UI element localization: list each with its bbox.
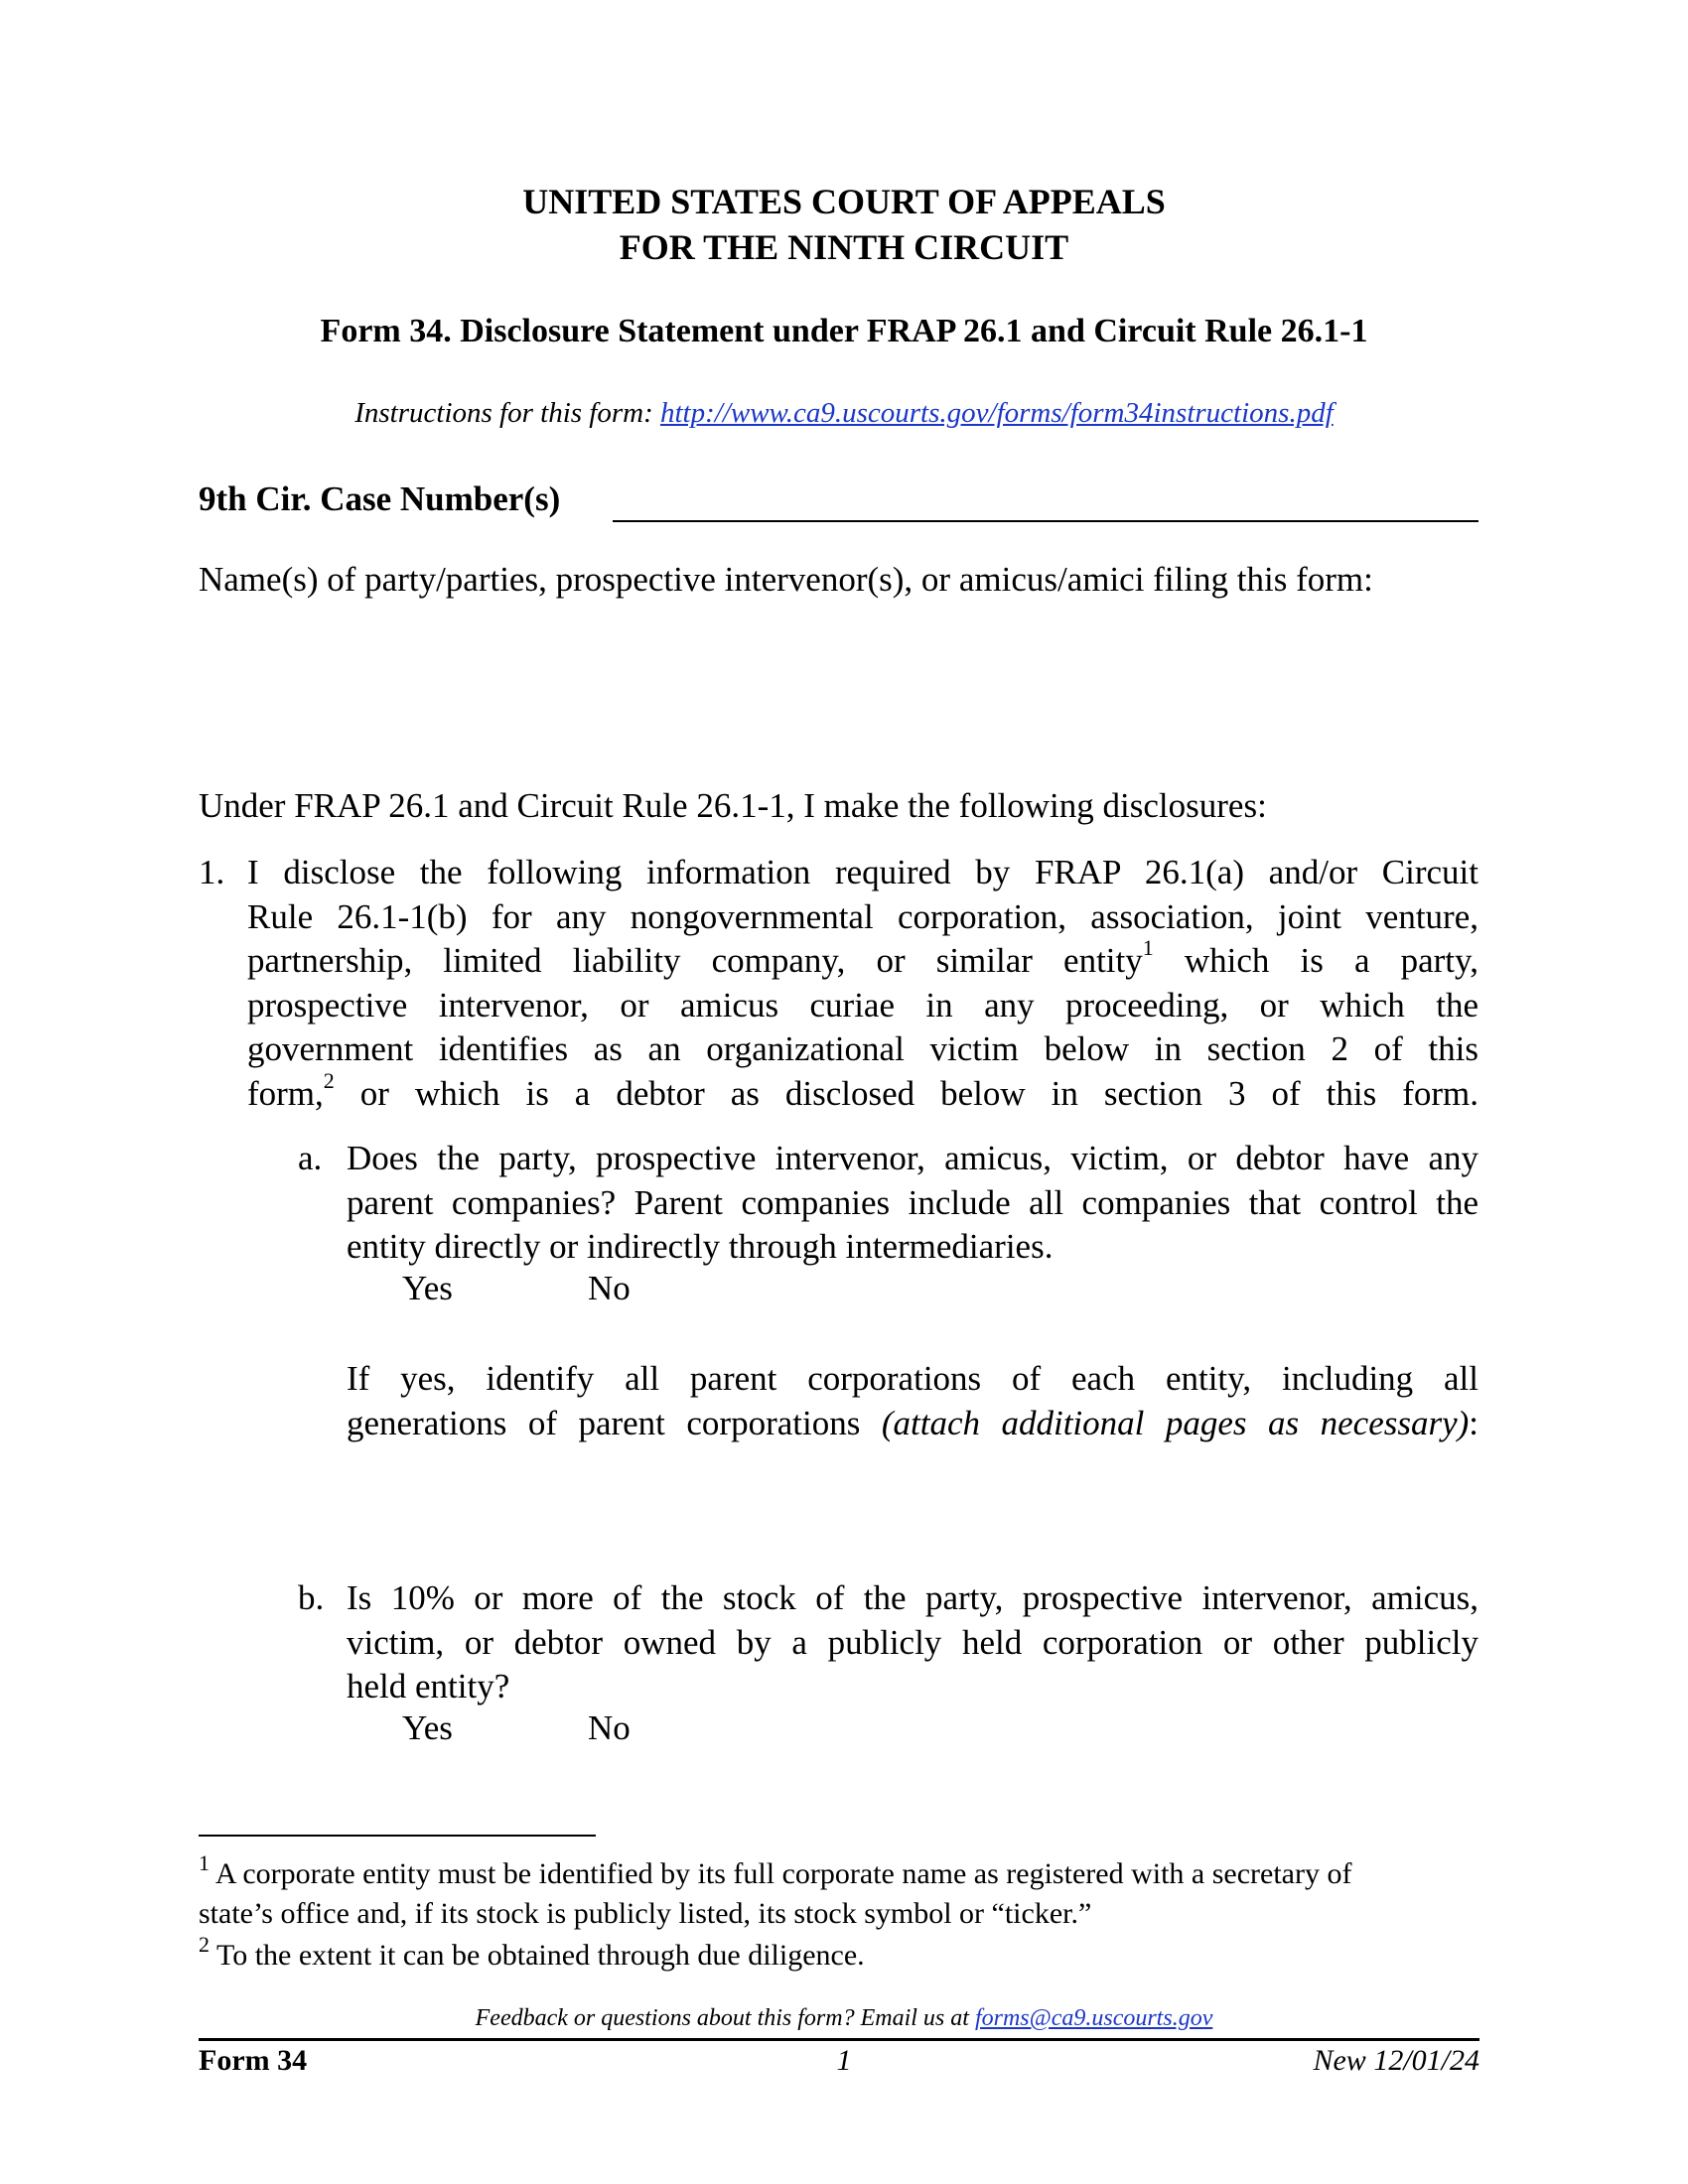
footnote-separator [199,1835,596,1837]
case-number-label: 9th Cir. Case Number(s) [199,479,561,518]
page-number: 1 [836,2044,852,2077]
item-b-letter: b. [298,1578,325,1617]
form-title: Form 34. Disclosure Statement under FRAP 26.1 and Circuit Rule 26.1-1 [320,313,1368,349]
item-1-text [247,851,1478,1116]
footnote-ref-2[interactable]: 2 [323,1067,335,1093]
item-1-line: I disclose the following information required by FRAP 26.1(a) and/or Circuit [247,853,1478,891]
feedback-text: Feedback or questions about this form? Email us at [475,2005,969,2031]
item-a-question [347,1137,1478,1270]
footnote-2: $^2$ To the extent it can be obtained through due diligence. [199,1932,865,1972]
item-b-line: victim, or debtor owned by a publicly held corporation or other publicly [347,1622,1478,1662]
item-b-line: Is 10% or more of the stock of the party, prospective intervenor, amicus, [347,1578,1478,1617]
feedback-line [0,2005,1688,2032]
item-1-line: partnership, limited liability company, or similar entity$^1$ which is a party, [247,935,1479,980]
footer-revision: New 12/01/24 [1313,2044,1479,2077]
instructions-label: Instructions for this form: [354,397,653,429]
item-1-line: Rule 26.1-1(b) for any nongovernmental corporation, association, joint venture, [247,896,1478,936]
court-name-line-2: FOR THE NINTH CIRCUIT [619,227,1069,267]
item-b-line: held entity? [347,1667,510,1706]
footer-form-label: Form 34 [199,2044,308,2077]
item-b-no-option[interactable]: No [588,1708,631,1747]
footer-rule [199,2038,1479,2041]
item-a-no-option[interactable]: No [588,1269,631,1307]
item-a-followup-line: If yes, identify all parent corporations of each entity, including all [347,1359,1478,1398]
footnote-ref-1[interactable]: 1 [1142,935,1154,961]
item-1-line: government identifies as an organizational victim below in section 2 of this [247,1029,1478,1068]
footnote-2-marker: 2 [199,1932,210,1957]
instructions-line [0,397,1688,430]
footnote-1-marker: 1 [199,1850,210,1875]
item-1-line: prospective intervenor, or amicus curiae in any proceeding, or which the [247,985,1478,1024]
item-b-yes-option[interactable]: Yes [402,1708,453,1747]
footnote-1: $^1$ A corporate entity must be identified by its full corporate name as registered with a secretary of state’s office and, if its stock is publicly listed, its stock symbol or “ticker.” [199,1850,1352,1930]
filer-names-field[interactable] [199,611,1479,759]
item-1-number: 1. [199,853,225,891]
case-number-field[interactable] [613,520,1478,522]
item-a-yes-option[interactable]: Yes [402,1269,453,1307]
item-a-line: parent companies? Parent companies include all companies that control the [347,1182,1478,1222]
item-a-line: entity directly or indirectly through intermediaries. [347,1227,1054,1266]
instructions-link[interactable]: http://www.ca9.uscourts.gov/forms/form34instructions.pdf [659,397,1334,429]
disclosures-intro: Under FRAP 26.1 and Circuit Rule 26.1-1, I make the following disclosures: [199,786,1267,825]
item-a-followup-line: generations of parent corporations (attach additional pages as necessary): [347,1403,1479,1442]
feedback-email-link[interactable]: forms@ca9.uscourts.gov [974,2005,1213,2031]
court-name-line-1: UNITED STATES COURT OF APPEALS [522,182,1166,221]
item-a-followup [347,1357,1478,1445]
filer-names-label: Name(s) of party/parties, prospective intervenor(s), or amicus/amici filing this form: [199,560,1373,599]
item-b-question [347,1576,1478,1709]
item-a-letter: a. [298,1139,323,1177]
item-1-line: form,$^2$ or which is a debtor as disclosed below in section 3 of this form. [247,1067,1478,1113]
item-a-line: Does the party, prospective intervenor, amicus, victim, or debtor have any [347,1139,1478,1177]
